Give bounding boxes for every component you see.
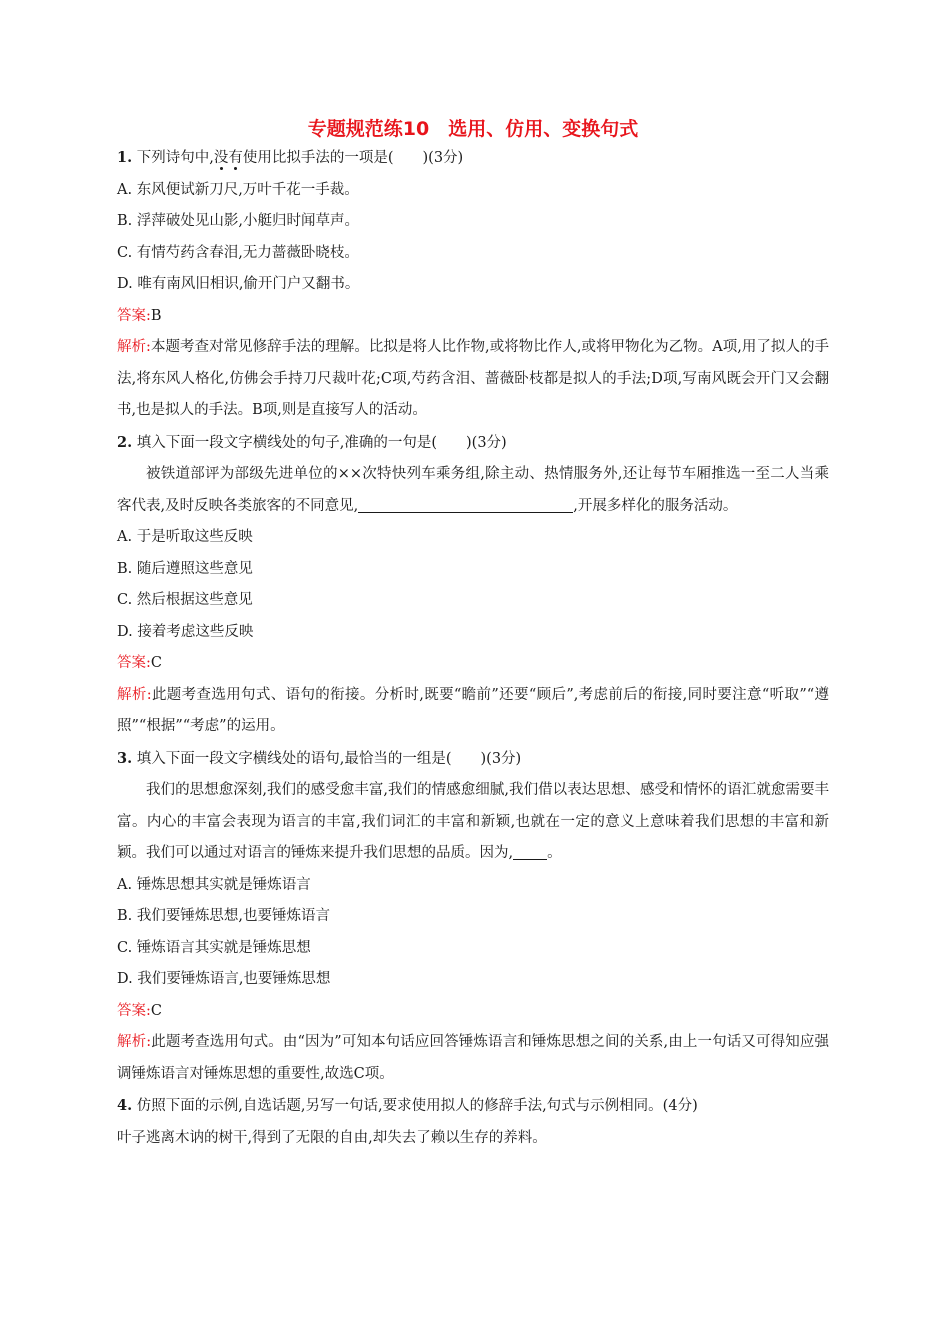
option-c: C. 然后根据这些意见 (117, 592, 253, 608)
answer-value: C (150, 655, 162, 671)
question-4-stem: 4. 仿照下面的示例,自选话题,另写一句话,要求使用拟人的修辞手法,句式与示例相同。(4分) (117, 1097, 698, 1114)
analysis-text: 此题考查选用句式、语句的衔接。分析时,既要“瞻前”还要“顾后”,考虑前后的衔接,同时要注意“听取”“遵照”“根据”“考虑”的运用。 (117, 686, 829, 734)
analysis-text: 本题考查对常见修辞手法的理解。比拟是将人比作物,或将物比作人,或将甲物化为乙物。A项,用了拟人的手法,将东风人格化,仿佛会手持刀尺裁叶花;C项,芍药含泪、蔷薇卧枝都是拟人的手法;D项,写南风既会开门又会翻书,也是拟人的手法。B项,则是直接写人的活动。 (117, 339, 829, 418)
emphasis-dot-char: 没 (213, 150, 229, 166)
question-number: 3. (117, 749, 133, 767)
option-d: D. 我们要锤炼语言,也要锤炼思想 (117, 971, 331, 987)
question-3-passage: 我们的思想愈深刻,我们的感受愈丰富,我们的情感愈细腻,我们借以表达思想、感受和情怀的语汇就愈需要丰富。内心的丰富会表现为语言的丰富,我们词汇的丰富和新颖,也就在一定的意义上意味着我们思想的丰富和新颖。我们可以通过对语言的锤炼来提升我们思想的品质。因为, 。 (117, 782, 829, 861)
answer (117, 996, 829, 1028)
option-d: D. 接着考虑这些反映 (117, 623, 254, 640)
answer-label: 答案: (117, 1002, 151, 1019)
question-number: 4. (117, 1097, 133, 1114)
document-page (117, 112, 829, 1154)
page-title: 专题规范练10 选用、仿用、变换句式 (307, 118, 639, 140)
analysis-text: 此题考查选用句式。由“因为”可知本句话应回答锤炼语言和锤炼思想之间的关系,由上一句话又可得知应强调锤炼语言对锤炼思想的重要性,故选C项。 (117, 1034, 829, 1082)
question-4-example: 叶子逃离木讷的树干,得到了无限的自由,却失去了赖以生存的养料。 (117, 1129, 547, 1146)
analysis (117, 1027, 829, 1090)
answer-label: 答案: (117, 307, 151, 324)
question-1-stem: 1. 下列诗句中,没有使用比拟手法的一项是( )(3分) (117, 149, 464, 166)
option-b: B. 浮萍破处见山影,小艇归时闻草声。 (117, 213, 359, 229)
question-number: 2. (117, 433, 133, 451)
option-c: C. 锤炼语言其实就是锤炼思想 (117, 939, 311, 956)
analysis-label: 解析: (117, 686, 152, 703)
analysis-label: 解析: (117, 339, 151, 355)
emphasis-dot-char: 有 (228, 150, 243, 166)
option-b: B. 我们要锤炼思想,也要锤炼语言 (117, 908, 330, 924)
answer-value: C (150, 1002, 162, 1019)
question-3-stem: 3. 填入下面一段文字横线处的语句,最恰当的一组是( )(3分) (117, 749, 522, 767)
option-a: A. 于是听取这些反映 (117, 529, 253, 545)
question-2-passage: 被铁道部评为部级先进单位的××次特快列车乘务组,除主动、热情服务外,还让每节车厢推选一至二人当乘客代表,及时反映各类旅客的不同意见, ,开展多样化的服务活动。 (117, 466, 829, 514)
answer-value: B (150, 307, 162, 324)
answer (117, 301, 829, 333)
fill-blank (358, 496, 573, 513)
answer (117, 648, 829, 680)
option-c: C. 有情芍药含春泪,无力蔷薇卧晓枝。 (117, 244, 359, 261)
answer-label: 答案: (117, 655, 151, 671)
option-b: B. 随后遵照这些意见 (117, 560, 253, 577)
analysis (117, 680, 829, 743)
fill-blank (513, 843, 547, 860)
question-number: 1. (117, 149, 133, 166)
option-a: A. 锤炼思想其实就是锤炼语言 (117, 876, 311, 893)
analysis (117, 332, 829, 427)
option-d: D. 唯有南风旧相识,偷开门户又翻书。 (117, 276, 360, 292)
option-a: A. 东风便试新刀尺,万叶千花一手裁。 (117, 181, 359, 198)
analysis-label: 解析: (117, 1034, 152, 1050)
question-2-stem: 2. 填入下面一段文字横线处的句子,准确的一句是( )(3分) (117, 433, 507, 451)
